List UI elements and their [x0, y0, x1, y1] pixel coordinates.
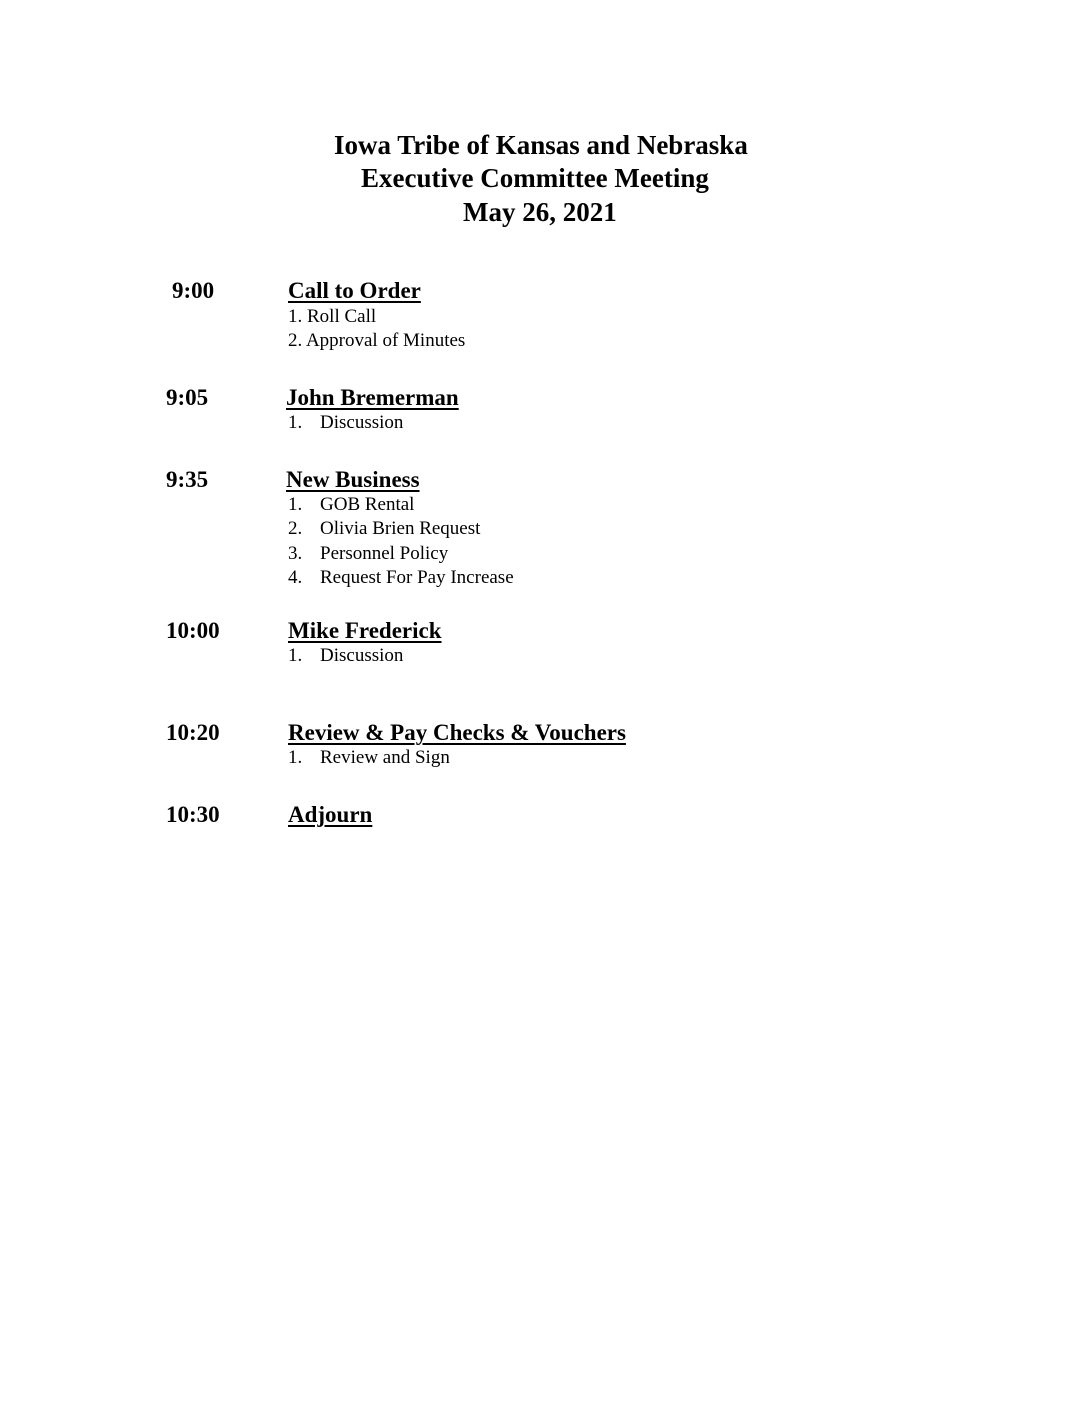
- agenda-item: [288, 566, 514, 590]
- agenda-heading: Review & Pay Checks & Vouchers: [288, 720, 626, 745]
- item-text: Request For Pay Increase: [320, 567, 514, 588]
- item-text: GOB Rental: [320, 494, 415, 515]
- item-text: Discussion: [320, 412, 404, 433]
- agenda-item: [288, 329, 465, 353]
- agenda-time: 9:05: [166, 385, 209, 410]
- item-number: 1.: [288, 747, 303, 768]
- agenda-heading: Mike Frederick: [288, 618, 442, 643]
- agenda-item: [288, 644, 403, 668]
- agenda-heading: New Business: [286, 467, 420, 492]
- agenda-item: [288, 411, 403, 435]
- agenda-time: 10:00: [166, 618, 220, 643]
- agenda-item: [288, 746, 450, 770]
- item-number: 1.: [288, 645, 303, 666]
- agenda-item: [288, 493, 414, 517]
- item-number: 1.: [288, 494, 303, 515]
- item-text: Olivia Brien Request: [320, 518, 481, 539]
- meeting-date: May 26, 2021: [463, 197, 617, 227]
- agenda-item: [288, 542, 448, 566]
- agenda-item: [288, 517, 480, 541]
- agenda-heading: John Bremerman: [286, 385, 459, 410]
- agenda-item: [288, 305, 376, 329]
- agenda-time: 10:20: [166, 720, 220, 745]
- item-number: 3.: [288, 543, 303, 564]
- item-text: Roll Call: [307, 306, 377, 327]
- agenda-heading: Call to Order: [288, 278, 421, 303]
- organization-title: Iowa Tribe of Kansas and Nebraska: [334, 130, 748, 160]
- meeting-title: Executive Committee Meeting: [361, 163, 709, 193]
- item-text: Personnel Policy: [320, 543, 449, 564]
- item-number: 4.: [288, 567, 303, 588]
- item-text: Discussion: [320, 645, 404, 666]
- item-text: Review and Sign: [320, 747, 450, 768]
- item-text: Approval of Minutes: [305, 330, 466, 351]
- agenda-heading: Adjourn: [288, 802, 373, 827]
- agenda-time: 10:30: [166, 802, 220, 827]
- agenda-time: 9:35: [166, 467, 209, 492]
- item-number: 1.: [288, 306, 303, 327]
- item-number: 1.: [288, 412, 303, 433]
- agenda-time: 9:00: [172, 278, 215, 303]
- item-number: 2.: [288, 330, 303, 351]
- item-number: 2.: [288, 518, 303, 539]
